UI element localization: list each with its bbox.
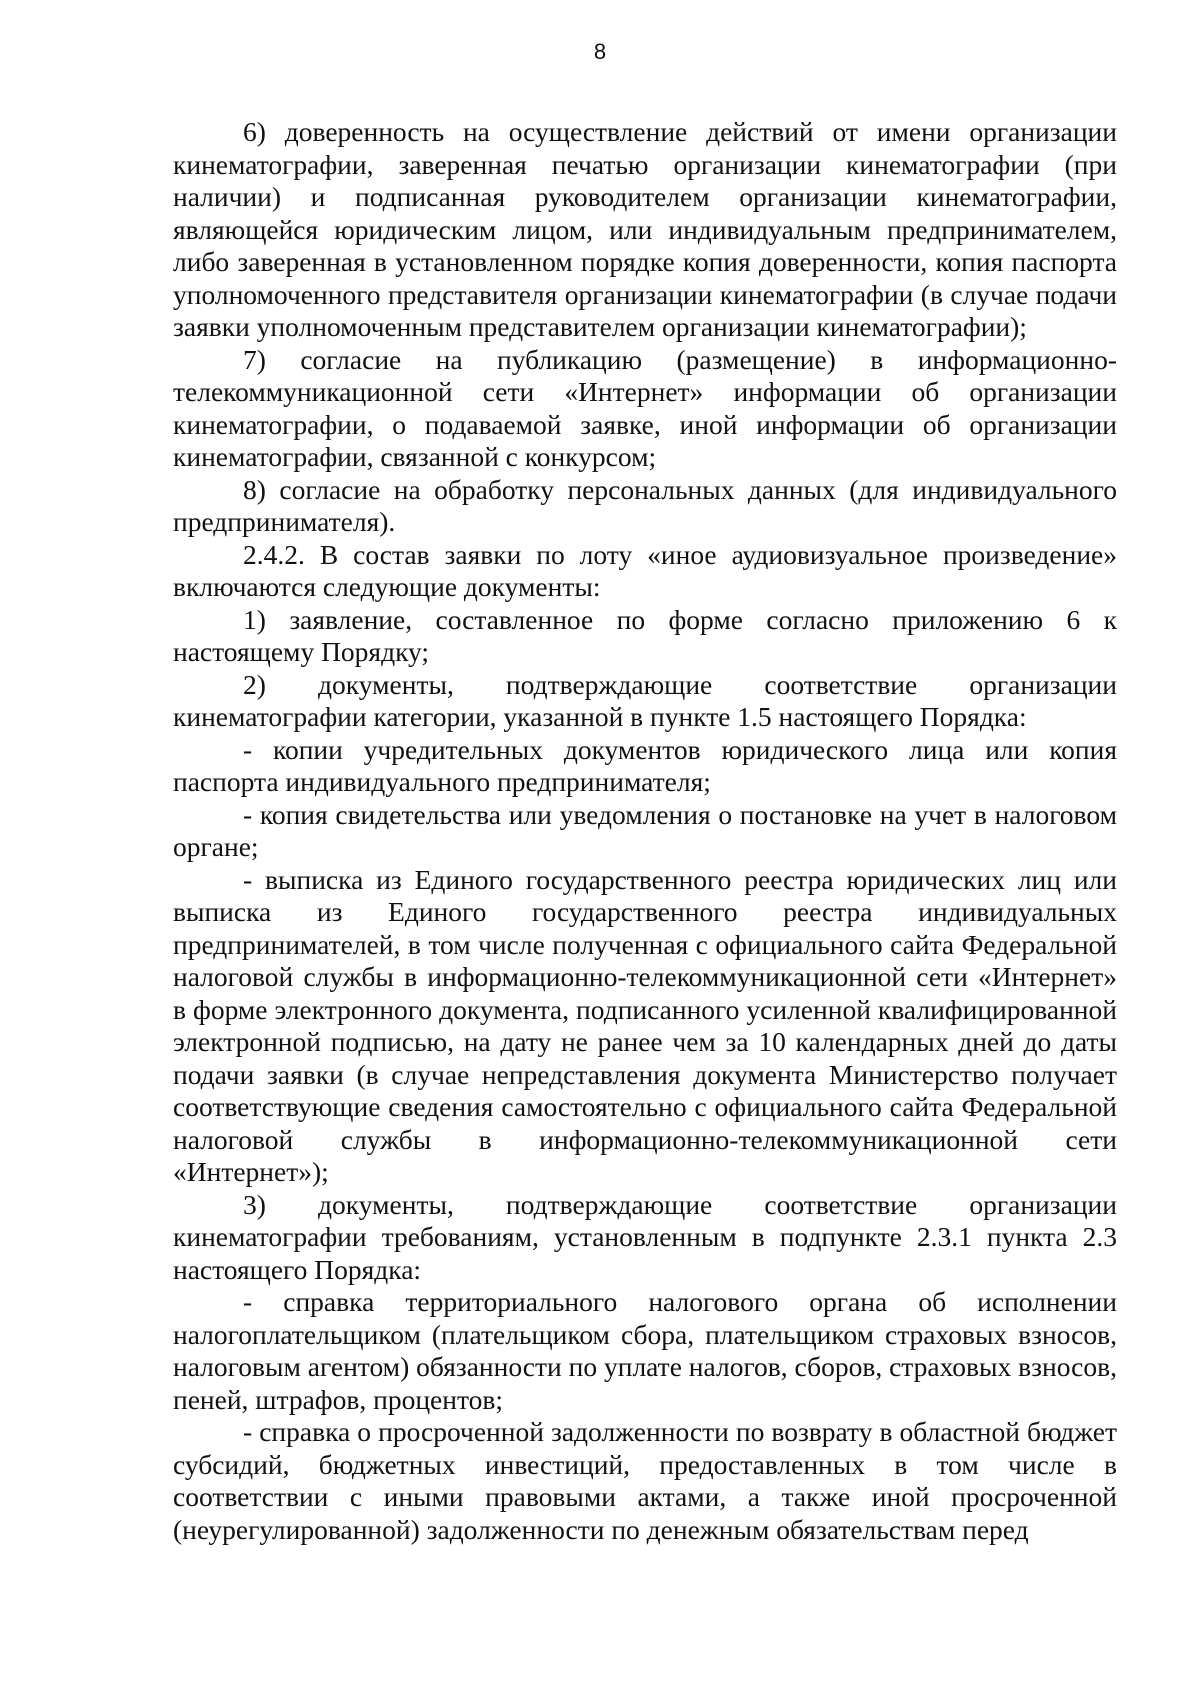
paragraph-bullet-registry-extract: - выписка из Единого государственного реестра юридических лиц или выписка из Единого государственного реестра индивидуальных предпринимателей, в том числе полученная с официального сайта Федеральной налоговой службы в информационно-телекоммуникационной сети «Интернет» в форме электронного документа, подписанного усиленной квалифицированной электронной подписью, на дату не ранее чем за 10 календарных дней до даты подачи заявки (в случае непредставления документа Министерство получает соответствующие сведения самостоятельно с официального сайта Федеральной налоговой службы в информационно-телекоммуникационной сети «Интернет»);	[173, 863, 1117, 1187]
document-body	[173, 116, 1117, 1546]
paragraph-bullet-debt-certificate: - справка о просроченной задолженности по возврату в областной бюджет субсидий, бюджетных инвестиций, предоставленных в том числе в соответствии с иными правовыми актами, а также иной просроченной (неурегулированной) задолженности по денежным обязательствам перед	[173, 1416, 1117, 1545]
paragraph-bullet-tax-certificate: - справка территориального налогового органа об исполнении налогоплательщиком (плательщиком сбора, плательщиком страховых взносов, налоговым агентом) обязанности по уплате налогов, сборов, страховых взносов, пеней, штрафов, процентов;	[173, 1286, 1117, 1415]
paragraph-bullet-tax-registration: - копия свидетельства или уведомления о постановке на учет в налоговом органе;	[173, 798, 1117, 862]
page-number: 8	[593, 39, 607, 64]
paragraph-bullet-founding-documents: - копии учредительных документов юридического лица или копия паспорта индивидуального предпринимателя;	[173, 733, 1117, 797]
paragraph-section-2-4-2: 2.4.2. В состав заявки по лоту «иное аудиовизуальное произведение» включаются следующие документы:	[173, 538, 1117, 602]
paragraph-item-7-publication-consent: 7) согласие на публикацию (размещение) в информационно-телекоммуникационной сети «Интернет» информации об организации кинематографии, о подаваемой заявке, иной информации об организации кинематографии, связанной с конкурсом;	[173, 343, 1117, 472]
paragraph-item-2-category-documents: 2) документы, подтверждающие соответствие организации кинематографии категории, указанной в пункте 1.5 настоящего Порядка:	[173, 668, 1117, 732]
paragraph-item-1-application: 1) заявление, составленное по форме согласно приложению 6 к настоящему Порядку;	[173, 603, 1117, 667]
paragraph-item-8-personal-data-consent: 8) согласие на обработку персональных данных (для индивидуального предпринимателя).	[173, 473, 1117, 537]
paragraph-item-6-power-of-attorney: 6) доверенность на осуществление действий от имени организации кинематографии, заверенная печатью организации кинематографии (при наличии) и подписанная руководителем организации кинематографии, являющейся юридическим лицом, или индивидуальным предпринимателем, либо заверенная в установленном порядке копия доверенности, копия паспорта уполномоченного представителя организации кинематографии (в случае подачи заявки уполномоченным представителем организации кинематографии);	[173, 116, 1117, 342]
paragraph-item-3-requirements-documents: 3) документы, подтверждающие соответствие организации кинематографии требованиям, установленным в подпункте 2.3.1 пункта 2.3 настоящего Порядка:	[173, 1188, 1117, 1285]
